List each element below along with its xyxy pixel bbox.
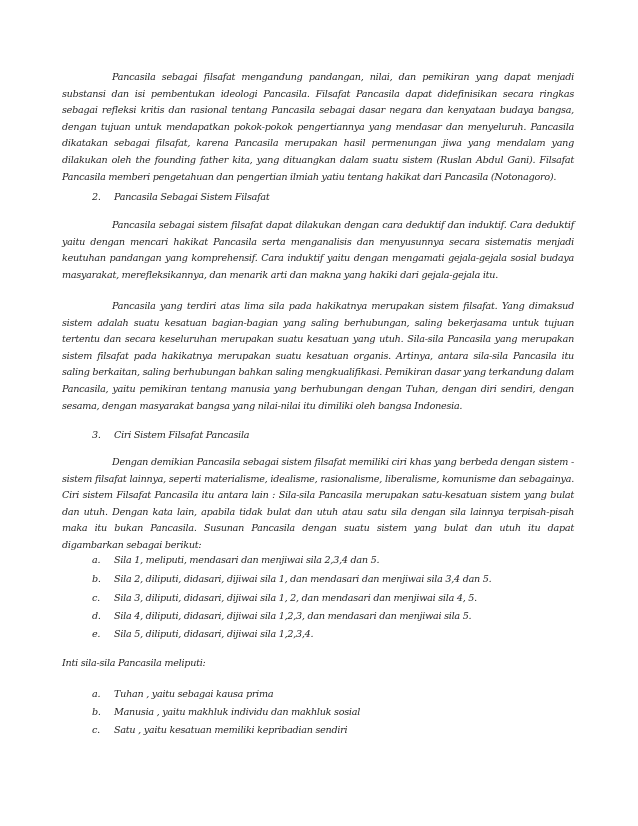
list-item: a. Tuhan , yaitu sebagai kausa prima	[92, 689, 274, 700]
section-number: 3.	[92, 430, 101, 441]
list-item: d. Sila 4, diliputi, didasari, dijiwai sila 1,2,3, dan mendasari dan menjiwai sila 5.	[92, 611, 472, 622]
list-item: a. Sila 1, meliputi, mendasari dan menjiwai sila 2,3,4 dan 5.	[92, 555, 380, 566]
section-heading-2	[92, 190, 270, 206]
list-item: b. Sila 2, diliputi, didasari, dijiwai sila 1, dan mendasari dan menjiwai sila 3,4 dan 5.	[92, 574, 492, 585]
paragraph-ciri-sistem: Dengan demikian Pancasila sebagai sistem filsafat memiliki ciri khas yang berbeda dengan sistem -sistem filsafat lainnya, seperti materialisme, idealisme, rasionalisme, liberalisme, komunisme dan sebagainya. Ciri sistem Filsafat Pancasila itu antara lain : Sila-sila Pancasila merupakan satu-kesatuan sistem yang bulat dan utuh. Dengan kata lain, apabila tidak bulat dan utuh atau satu sila dengan sila lainnya terpisah-pisah maka itu bukan Pancasila. Susunan Pancasila dengan suatu sistem yang bulat dan utuh itu dapat digambarkan sebagai berikut:	[62, 457, 574, 551]
section-title: Pancasila Sebagai Sistem Filsafat	[114, 192, 270, 203]
list-intro: Inti sila-sila Pancasila meliputi:	[62, 658, 206, 669]
section-title: Ciri Sistem Filsafat Pancasila	[114, 430, 250, 441]
list-item: e. Sila 5, diliputi, didasari, dijiwai sila 1,2,3,4.	[92, 629, 314, 640]
paragraph-filsafat-pancasila: Pancasila sebagai filsafat mengandung pandangan, nilai, dan pemikiran yang dapat menjadi substansi dan isi pembentukan ideologi Pancasila. Filsafat Pancasila dapat didefinisikan secara ringkas sebagai refleksi kritis dan rasional tentang Pancasila sebagai dasar negara dan kenyataan budaya bangsa, dengan tujuan untuk mendapatkan pokok-pokok pengertiannya yang mendasar dan menyeluruh. Pancasila dikatakan sebagai filsafat, karena Pancasila merupakan hasil permenungan jiwa yang mendalam yang dilakukan oleh the founding father kita, yang dituangkan dalam suatu sistem (Ruslan Abdul Gani). Filsafat Pancasila memberi pengetahuan dan pengertian ilmiah yatiu tentang hakikat dari Pancasila (Notonagoro).	[62, 72, 574, 183]
list-item: b. Manusia , yaitu makhluk individu dan makhluk sosial	[92, 707, 361, 718]
paragraph-deduktif-induktif: Pancasila sebagai sistem filsafat dapat dilakukan dengan cara deduktif dan induktif. Cara deduktif yaitu dengan mencari hakikat Pancasila serta menganalisis dan menyusunnya secara sistematis menjadi keutuhan pandangan yang komprehensif. Cara induktif yaitu dengan mengamati gejala-gejala sosial budaya masyarakat, merefleksikannya, dan menarik arti dan makna yang hakiki dari gejala-gejala itu.	[62, 220, 574, 281]
section-heading-3	[92, 428, 249, 444]
paragraph-sistem-filsafat: Pancasila yang terdiri atas lima sila pada hakikatnya merupakan sistem filsafat. Yang dimaksud sistem adalah suatu kesatuan bagian-bagian yang saling berhubungan, saling bekerjasama untuk tujuan tertentu dan secara keseluruhan merupakan suatu kesatuan yang utuh. Sila-sila Pancasila yang merupakan sistem filsafat pada hakikatnya merupakan suatu kesatuan organis. Artinya, antara sila-sila Pancasila itu saling berkaitan, saling berhubungan bahkan saling mengkualifikasi. Pemikiran dasar yang terkandung dalam Pancasila, yaitu pemikiran tentang manusia yang berhubungan dengan Tuhan, dengan diri sendiri, dengan sesama, dengan masyarakat bangsa yang nilai-nilai itu dimiliki oleh bangsa Indonesia.	[62, 301, 574, 412]
section-number: 2.	[92, 192, 101, 203]
list-item: c. Satu , yaitu kesatuan memiliki kepribadian sendiri	[92, 725, 348, 736]
list-item: c. Sila 3, diliputi, didasari, dijiwai sila 1, 2, dan mendasari dan menjiwai sila 4, 5.	[92, 593, 477, 604]
